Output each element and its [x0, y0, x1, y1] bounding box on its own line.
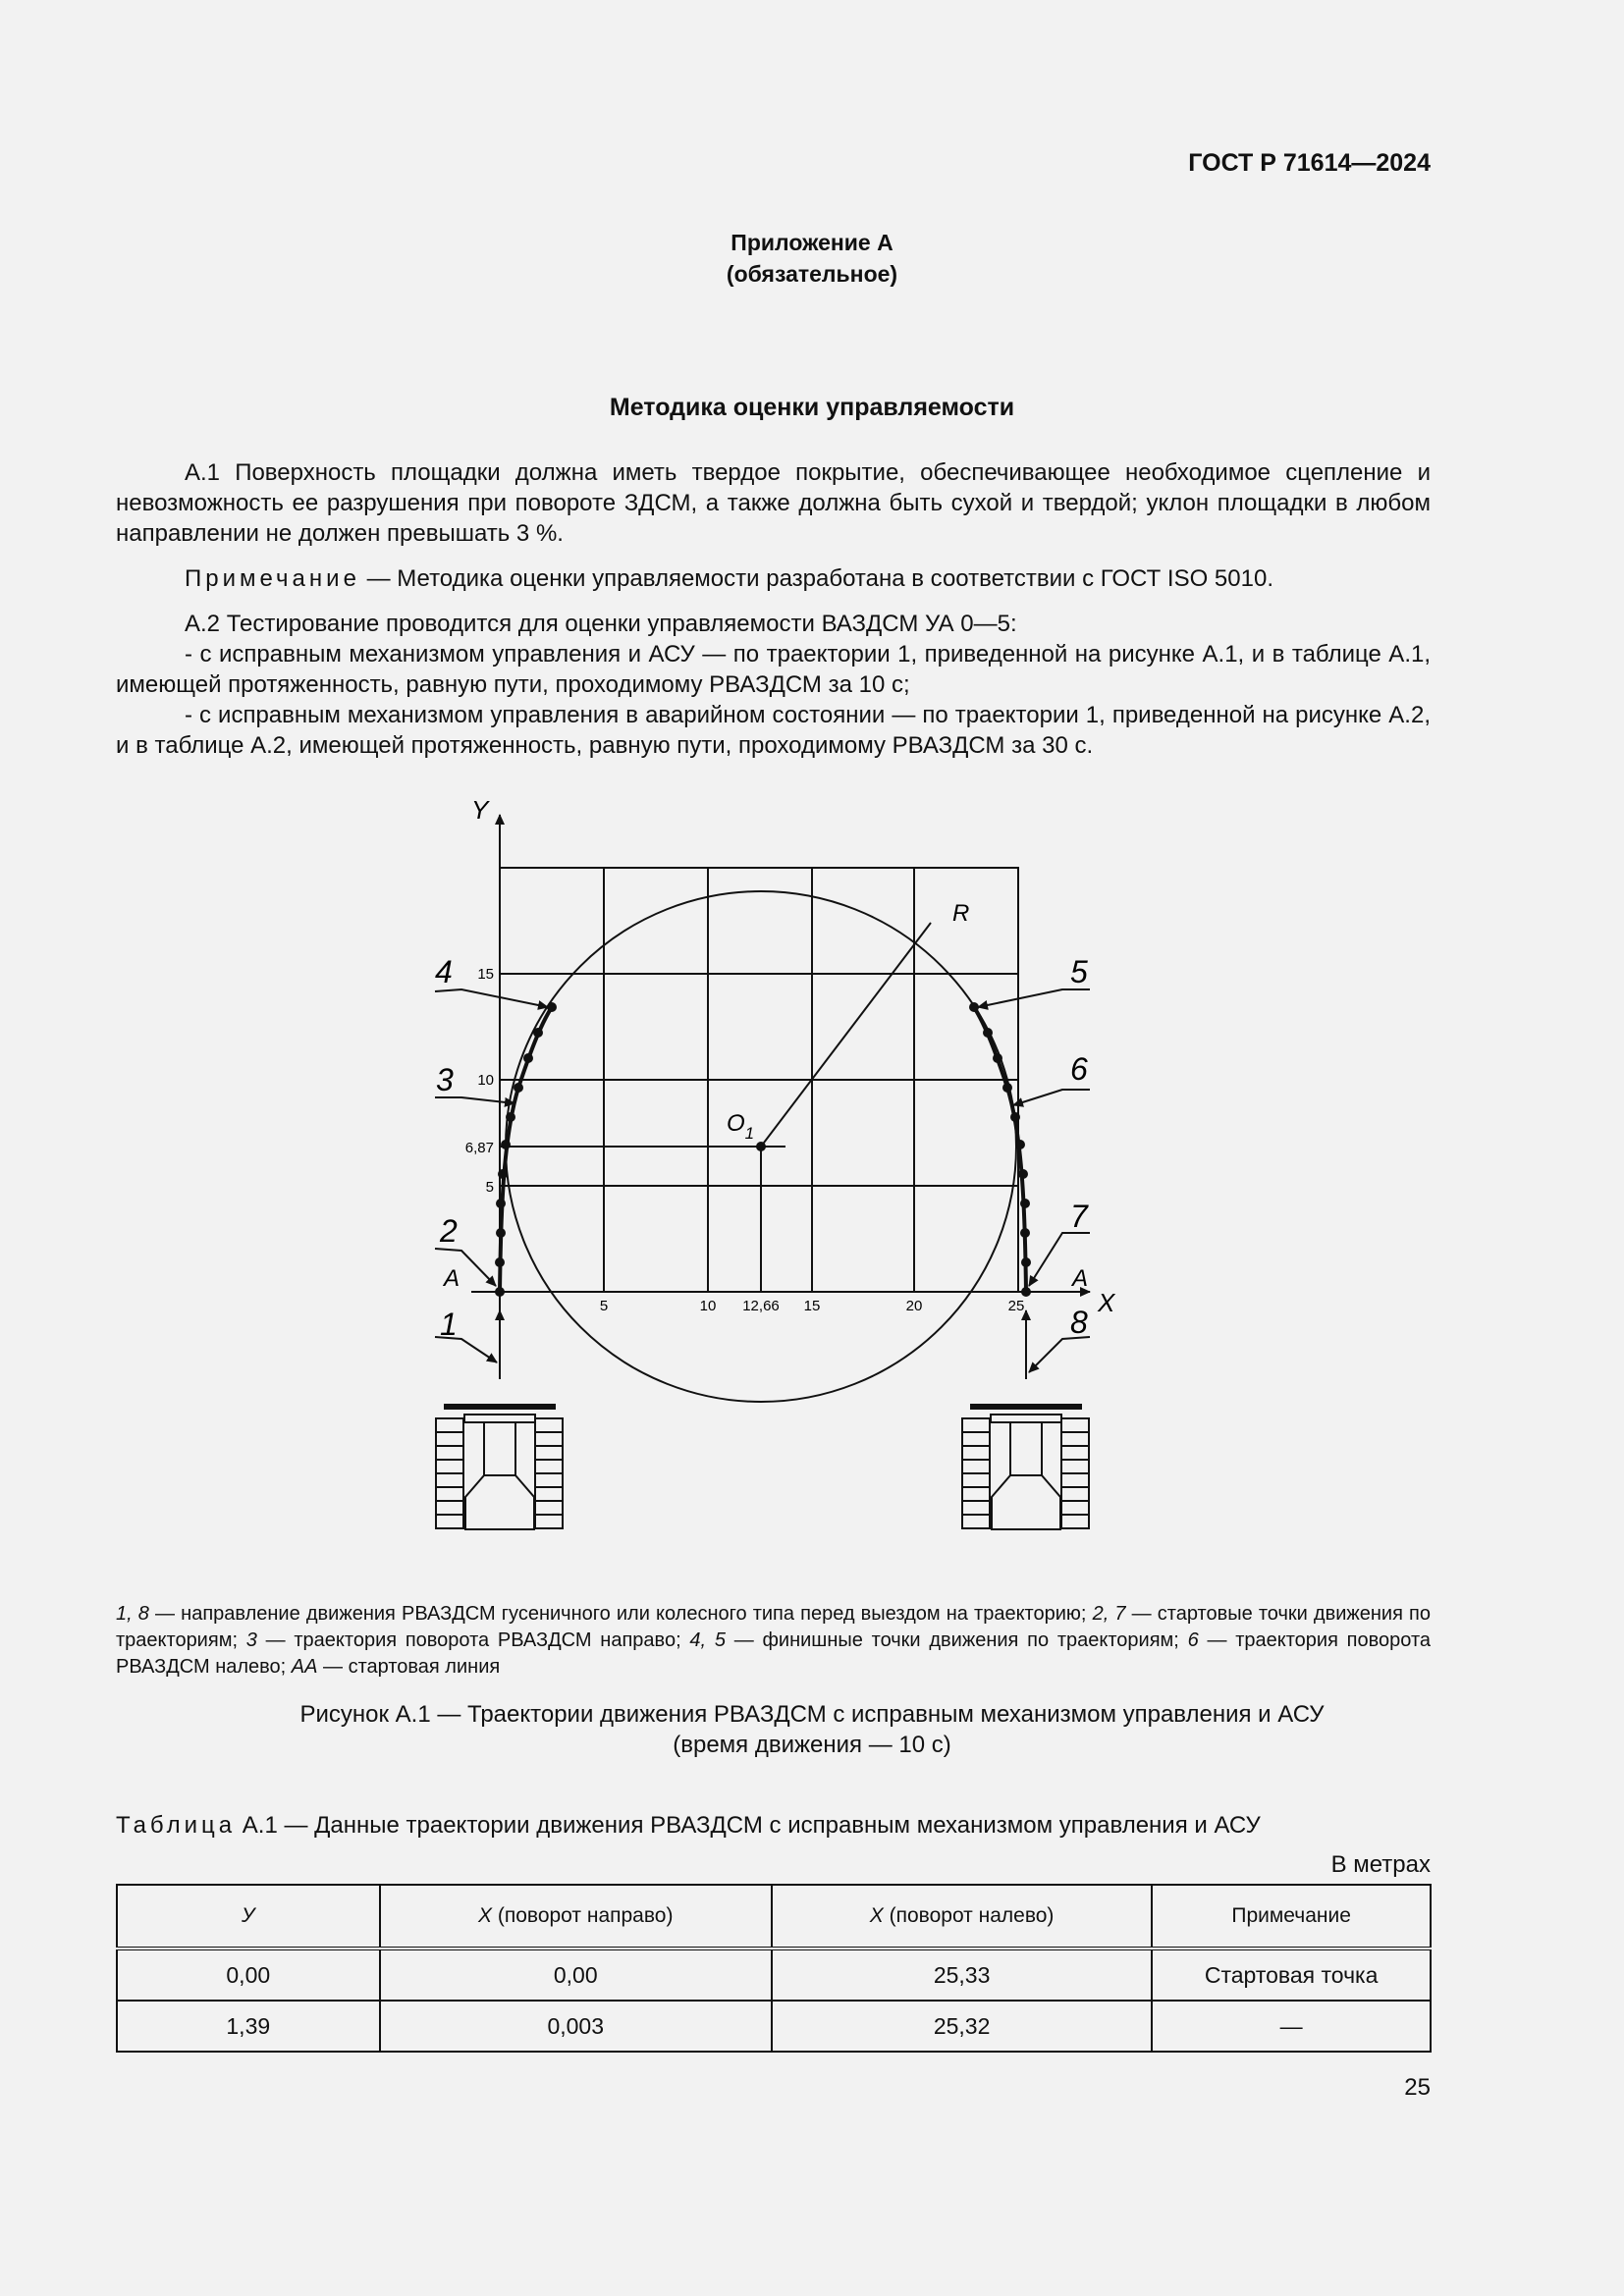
- column-header-y-var: У: [242, 1904, 255, 1927]
- legend-text-6: — траектория поворота РВАЗДСМ налево;: [116, 1629, 1432, 1678]
- legend-text-1-8: — направление движения РВАЗДСМ гусеничного или колесного типа перед выездом на траекторию;: [148, 1603, 1093, 1625]
- x-tick-20: 20: [905, 1298, 923, 1314]
- x-tick-15: 15: [803, 1298, 821, 1314]
- column-header-x-left-rest: (поворот налево): [883, 1904, 1055, 1927]
- callout-8: 8: [1070, 1305, 1088, 1340]
- column-header-x-right-rest: (поворот направо): [492, 1904, 674, 1927]
- column-header-note-text: Примечание: [1231, 1904, 1351, 1927]
- figure-caption: [0, 1699, 1624, 1760]
- radius-label: R: [952, 900, 970, 927]
- center-letter: O: [727, 1110, 745, 1137]
- callout-4: 4: [435, 954, 453, 989]
- line-label-right: А: [1072, 1265, 1089, 1292]
- appendix-title: Приложение А: [731, 230, 893, 255]
- table-units: В метрах: [1330, 1851, 1431, 1878]
- appendix-status: (обязательное): [726, 261, 898, 287]
- column-header-y: [117, 1885, 380, 1949]
- y-tick-5: 5: [485, 1179, 494, 1196]
- callout-2: 2: [440, 1213, 458, 1249]
- y-tick-15: 15: [477, 966, 494, 983]
- table-row: [117, 2001, 1431, 2052]
- x-tick-10: 10: [699, 1298, 717, 1314]
- vehicle-symbol-right: [962, 1407, 1089, 1529]
- y-tick-10: 10: [477, 1072, 494, 1089]
- legend-key-3: 3: [245, 1629, 257, 1651]
- legend-key-4-5: 4, 5: [689, 1629, 726, 1651]
- center-label: [727, 1110, 754, 1143]
- table-title: [116, 1812, 1261, 1840]
- note: [116, 563, 1431, 594]
- callout-1: 1: [440, 1307, 458, 1342]
- section-title: Методика оценки управляемости: [609, 394, 1015, 421]
- grid: [500, 868, 1018, 1292]
- trajectory-right-turn: [500, 1007, 552, 1292]
- legend-text-3: — траектория поворота РВАЗДСМ направо;: [256, 1629, 690, 1651]
- trajectory-data-table: [116, 1884, 1432, 2053]
- x-tick-12-66: 12,66: [742, 1298, 780, 1314]
- document-code: ГОСТ Р 71614—2024: [1188, 149, 1431, 177]
- paragraph-a2: [116, 609, 1431, 761]
- figure-legend: [116, 1601, 1431, 1681]
- legend-key-2-7: 2, 7: [1092, 1603, 1126, 1625]
- center-point: [756, 1142, 766, 1151]
- y-axis-label: Y: [471, 795, 489, 825]
- legend-text-2-7: — стартовые точки движения по траекториям;: [116, 1603, 1432, 1651]
- line-label-left: А: [444, 1265, 460, 1292]
- table-row: [117, 1949, 1431, 2001]
- legend-key-6: 6: [1187, 1629, 1199, 1651]
- column-header-x-left-var: X: [869, 1904, 884, 1927]
- page-number: 25: [1404, 2074, 1431, 2101]
- callout-3: 3: [436, 1062, 454, 1097]
- callout-5: 5: [1070, 954, 1088, 989]
- table-cell: 0,00: [117, 1949, 380, 2001]
- legend-text-4-5: — финишные точки движения по траекториям;: [725, 1629, 1188, 1651]
- table-cell: 25,33: [772, 1949, 1152, 2001]
- radius-line: [761, 923, 931, 1147]
- x-tick-5: 5: [599, 1298, 609, 1314]
- center-subscript: 1: [744, 1124, 755, 1143]
- legend-text-aa: — стартовая линия: [317, 1656, 501, 1678]
- figure-caption-line2: (время движения — 10 с): [673, 1732, 951, 1758]
- table-header-row: [117, 1885, 1431, 1949]
- table-cell: 1,39: [117, 2001, 380, 2052]
- list-item-2: - с исправным механизмом управления в аварийном состоянии — по траектории 1, приведенной на рисунке А.2, и в таблице А.2, имеющей протяженность, равную пути, проходимому РВАЗДСМ за 30 с.: [116, 702, 1431, 759]
- list-item-1: - с исправным механизмом управления и АСУ — по траектории 1, приведенной на рисунке А.1, и в таблице А.1, имеющей протяженность, равную пути, проходимому РВАЗДСМ за 10 с;: [116, 641, 1431, 698]
- appendix-heading: [0, 227, 1624, 290]
- table-label: Таблица: [116, 1812, 237, 1839]
- table-title-text: А.1 — Данные траектории движения РВАЗДСМ с исправным механизмом управления и АСУ: [236, 1812, 1261, 1839]
- table-cell: 25,32: [772, 2001, 1152, 2052]
- vehicle-symbol-left: [436, 1407, 563, 1529]
- paragraph-a1: А.1 Поверхность площадки должна иметь твердое покрытие, обеспечивающее необходимое сцепление и невозможность ее разрушения при повороте ЗДСМ, а также должна быть сухой и твердой; уклон площадки в любом направлении не должен превышать 3 %.: [116, 459, 1431, 547]
- x-axis-label: X: [1098, 1288, 1115, 1317]
- callout-6: 6: [1070, 1051, 1088, 1087]
- callout-7: 7: [1070, 1199, 1088, 1234]
- y-tick-6-87: 6,87: [464, 1140, 494, 1156]
- legend-key-1-8: 1, 8: [116, 1603, 149, 1625]
- table-cell: 0,003: [380, 2001, 772, 2052]
- figure-caption-line1: Рисунок А.1 — Траектории движения РВАЗДСМ с исправным механизмом управления и АСУ: [299, 1701, 1325, 1728]
- y-tick-labels: [465, 966, 494, 1196]
- column-header-note: [1152, 1885, 1431, 1949]
- table-cell: 0,00: [380, 1949, 772, 2001]
- note-label: Примечание: [185, 565, 360, 592]
- column-header-x-left: [772, 1885, 1152, 1949]
- table-cell: Стартовая точка: [1152, 1949, 1431, 2001]
- x-tick-25: 25: [1007, 1298, 1025, 1314]
- trajectory-figure: [412, 793, 1139, 1539]
- column-header-x-right-var: X: [478, 1904, 493, 1927]
- paragraph-a2-intro: А.2 Тестирование проводится для оценки управляемости ВАЗДСМ УА 0—5:: [185, 611, 1017, 637]
- column-header-x-right: [380, 1885, 772, 1949]
- note-text: — Методика оценки управляемости разработана в соответствии с ГОСТ ISO 5010.: [359, 565, 1273, 592]
- legend-key-aa: АА: [291, 1656, 318, 1678]
- table-cell: —: [1152, 2001, 1431, 2052]
